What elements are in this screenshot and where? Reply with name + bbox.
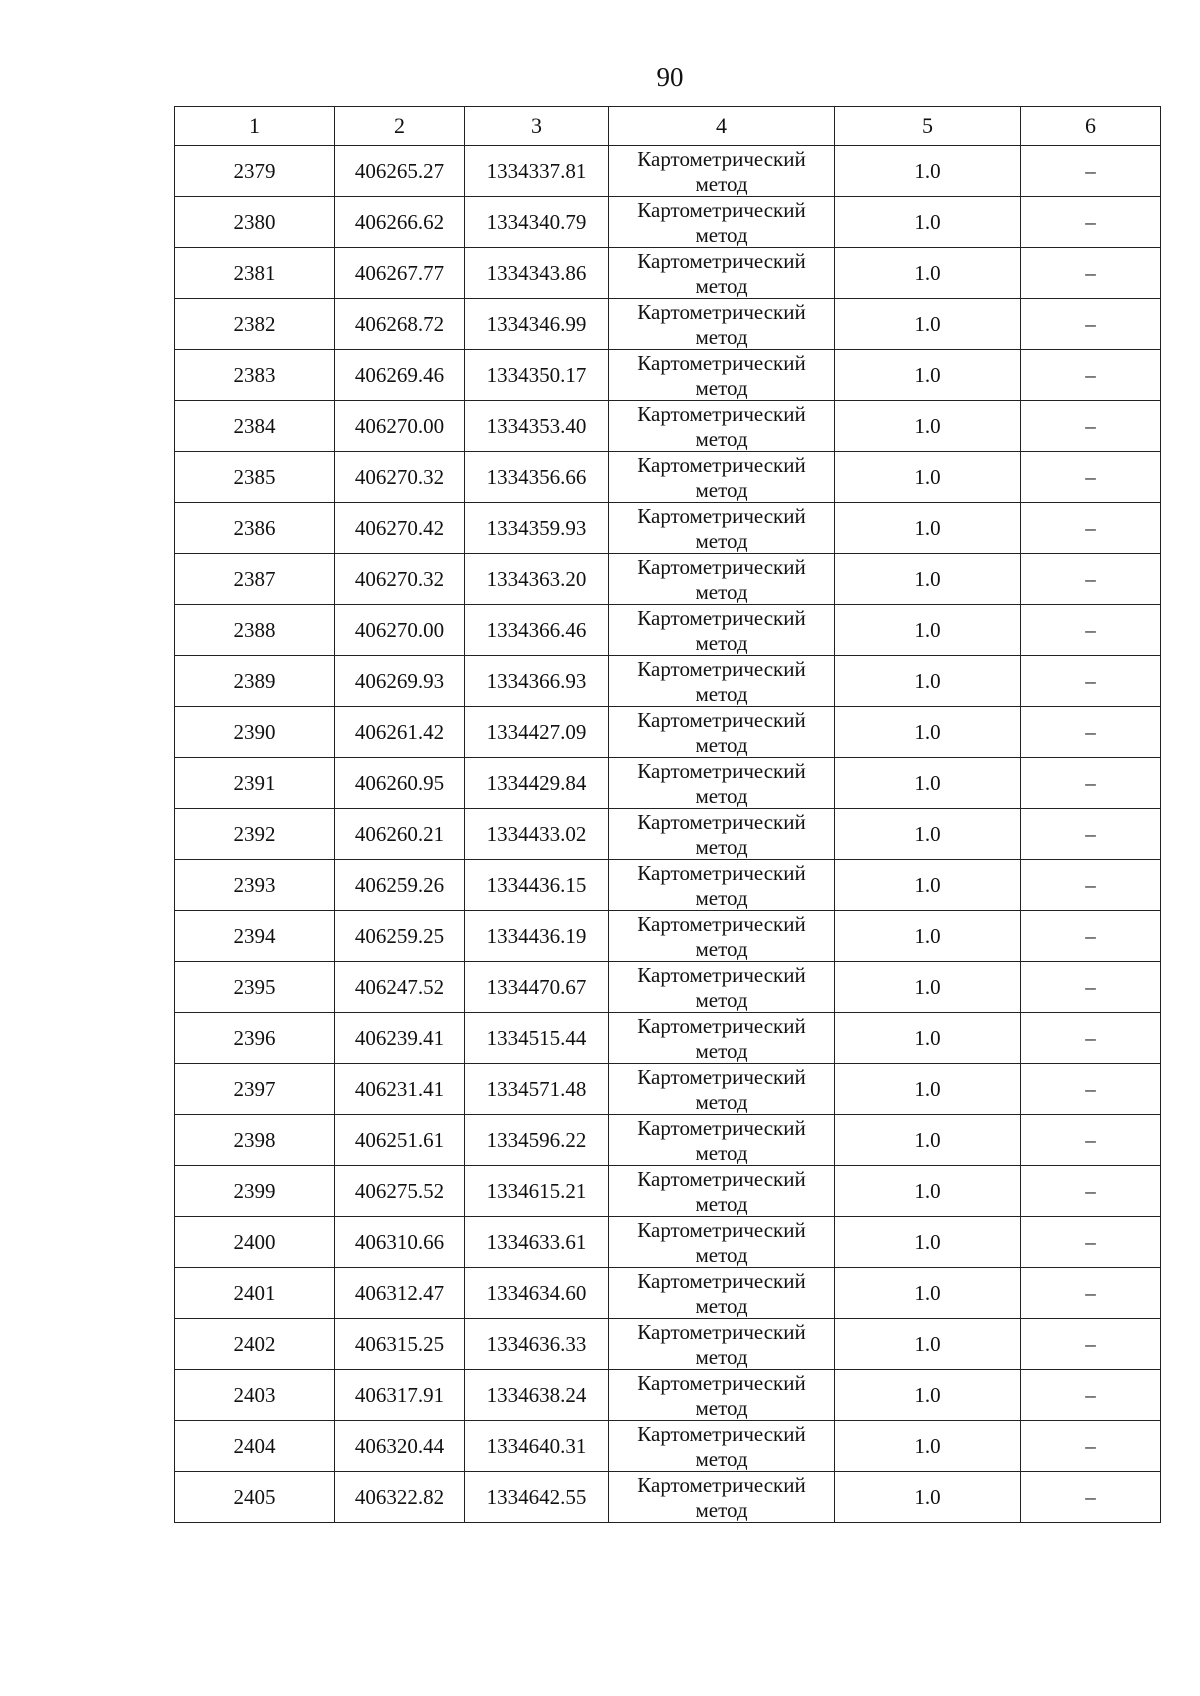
accuracy-cell: 1.0 bbox=[835, 401, 1021, 452]
table-row bbox=[175, 452, 1161, 503]
method-line-1: Картометрический bbox=[637, 351, 806, 375]
method-line-2: метод bbox=[695, 478, 748, 502]
method-line-1: Картометрический bbox=[637, 300, 806, 324]
method-line-2: метод bbox=[695, 325, 748, 349]
point-number-cell: 2398 bbox=[175, 1115, 335, 1166]
method-cell bbox=[609, 1268, 835, 1319]
accuracy-cell: 1.0 bbox=[835, 1472, 1021, 1523]
method-cell bbox=[609, 758, 835, 809]
point-number-cell: 2392 bbox=[175, 809, 335, 860]
accuracy-cell: 1.0 bbox=[835, 809, 1021, 860]
method-cell bbox=[609, 452, 835, 503]
table-row bbox=[175, 1166, 1161, 1217]
table-row bbox=[175, 707, 1161, 758]
accuracy-cell: 1.0 bbox=[835, 1370, 1021, 1421]
accuracy-cell: 1.0 bbox=[835, 1013, 1021, 1064]
y-coordinate-cell: 1334436.19 bbox=[465, 911, 609, 962]
point-number-cell: 2394 bbox=[175, 911, 335, 962]
x-coordinate-cell: 406269.46 bbox=[335, 350, 465, 401]
x-coordinate-cell: 406265.27 bbox=[335, 146, 465, 197]
point-number-cell: 2396 bbox=[175, 1013, 335, 1064]
x-coordinate-cell: 406259.25 bbox=[335, 911, 465, 962]
x-coordinate-cell: 406270.00 bbox=[335, 401, 465, 452]
point-number-cell: 2388 bbox=[175, 605, 335, 656]
method-line-1: Картометрический bbox=[637, 504, 806, 528]
method-line-2: метод bbox=[695, 1345, 748, 1369]
note-cell: – bbox=[1021, 299, 1161, 350]
method-line-2: метод bbox=[695, 1243, 748, 1267]
table-row bbox=[175, 860, 1161, 911]
note-cell: – bbox=[1021, 707, 1161, 758]
accuracy-cell: 1.0 bbox=[835, 1319, 1021, 1370]
y-coordinate-cell: 1334636.33 bbox=[465, 1319, 609, 1370]
point-number-cell: 2389 bbox=[175, 656, 335, 707]
method-line-2: метод bbox=[695, 784, 748, 808]
note-cell: – bbox=[1021, 962, 1161, 1013]
point-number-cell: 2391 bbox=[175, 758, 335, 809]
method-line-2: метод bbox=[695, 835, 748, 859]
y-coordinate-cell: 1334429.84 bbox=[465, 758, 609, 809]
method-cell bbox=[609, 962, 835, 1013]
x-coordinate-cell: 406260.21 bbox=[335, 809, 465, 860]
x-coordinate-cell: 406320.44 bbox=[335, 1421, 465, 1472]
method-cell bbox=[609, 1013, 835, 1064]
method-cell bbox=[609, 1319, 835, 1370]
point-number-cell: 2383 bbox=[175, 350, 335, 401]
table-row bbox=[175, 911, 1161, 962]
y-coordinate-cell: 1334363.20 bbox=[465, 554, 609, 605]
point-number-cell: 2403 bbox=[175, 1370, 335, 1421]
method-line-2: метод bbox=[695, 682, 748, 706]
method-line-1: Картометрический bbox=[637, 708, 806, 732]
method-line-2: метод bbox=[695, 529, 748, 553]
accuracy-cell: 1.0 bbox=[835, 248, 1021, 299]
table-row bbox=[175, 350, 1161, 401]
x-coordinate-cell: 406270.00 bbox=[335, 605, 465, 656]
accuracy-cell: 1.0 bbox=[835, 146, 1021, 197]
accuracy-cell: 1.0 bbox=[835, 503, 1021, 554]
method-cell bbox=[609, 401, 835, 452]
method-cell bbox=[609, 656, 835, 707]
method-cell bbox=[609, 554, 835, 605]
x-coordinate-cell: 406275.52 bbox=[335, 1166, 465, 1217]
x-coordinate-cell: 406247.52 bbox=[335, 962, 465, 1013]
note-cell: – bbox=[1021, 1064, 1161, 1115]
method-line-1: Картометрический bbox=[637, 1422, 806, 1446]
accuracy-cell: 1.0 bbox=[835, 1115, 1021, 1166]
method-line-1: Картометрический bbox=[637, 1116, 806, 1140]
x-coordinate-cell: 406231.41 bbox=[335, 1064, 465, 1115]
point-number-cell: 2404 bbox=[175, 1421, 335, 1472]
method-cell bbox=[609, 1064, 835, 1115]
method-line-2: метод bbox=[695, 427, 748, 451]
point-number-cell: 2397 bbox=[175, 1064, 335, 1115]
method-line-1: Картометрический bbox=[637, 657, 806, 681]
y-coordinate-cell: 1334596.22 bbox=[465, 1115, 609, 1166]
table-header-row bbox=[175, 107, 1161, 146]
point-number-cell: 2380 bbox=[175, 197, 335, 248]
note-cell: – bbox=[1021, 1166, 1161, 1217]
x-coordinate-cell: 406266.62 bbox=[335, 197, 465, 248]
note-cell: – bbox=[1021, 503, 1161, 554]
x-coordinate-cell: 406268.72 bbox=[335, 299, 465, 350]
table-row bbox=[175, 809, 1161, 860]
method-line-2: метод bbox=[695, 1294, 748, 1318]
method-line-1: Картометрический bbox=[637, 759, 806, 783]
accuracy-cell: 1.0 bbox=[835, 554, 1021, 605]
table-row bbox=[175, 401, 1161, 452]
method-line-1: Картометрический bbox=[637, 555, 806, 579]
point-number-cell: 2393 bbox=[175, 860, 335, 911]
x-coordinate-cell: 406239.41 bbox=[335, 1013, 465, 1064]
x-coordinate-cell: 406322.82 bbox=[335, 1472, 465, 1523]
method-line-2: метод bbox=[695, 1141, 748, 1165]
x-coordinate-cell: 406317.91 bbox=[335, 1370, 465, 1421]
note-cell: – bbox=[1021, 1217, 1161, 1268]
y-coordinate-cell: 1334515.44 bbox=[465, 1013, 609, 1064]
method-line-1: Картометрический bbox=[637, 861, 806, 885]
table-row bbox=[175, 248, 1161, 299]
point-number-cell: 2382 bbox=[175, 299, 335, 350]
point-number-cell: 2386 bbox=[175, 503, 335, 554]
method-cell bbox=[609, 1421, 835, 1472]
accuracy-cell: 1.0 bbox=[835, 1421, 1021, 1472]
method-line-2: метод bbox=[695, 1039, 748, 1063]
method-line-2: метод bbox=[695, 988, 748, 1012]
note-cell: – bbox=[1021, 350, 1161, 401]
method-line-2: метод bbox=[695, 223, 748, 247]
method-line-2: метод bbox=[695, 172, 748, 196]
accuracy-cell: 1.0 bbox=[835, 707, 1021, 758]
accuracy-cell: 1.0 bbox=[835, 1166, 1021, 1217]
method-line-1: Картометрический bbox=[637, 1473, 806, 1497]
method-cell bbox=[609, 248, 835, 299]
point-number-cell: 2401 bbox=[175, 1268, 335, 1319]
y-coordinate-cell: 1334343.86 bbox=[465, 248, 609, 299]
method-line-1: Картометрический bbox=[637, 453, 806, 477]
accuracy-cell: 1.0 bbox=[835, 758, 1021, 809]
method-cell bbox=[609, 350, 835, 401]
method-line-1: Картометрический bbox=[637, 606, 806, 630]
method-line-2: метод bbox=[695, 1447, 748, 1471]
accuracy-cell: 1.0 bbox=[835, 1064, 1021, 1115]
table-row bbox=[175, 1217, 1161, 1268]
method-cell bbox=[609, 1217, 835, 1268]
method-line-1: Картометрический bbox=[637, 1065, 806, 1089]
x-coordinate-cell: 406260.95 bbox=[335, 758, 465, 809]
accuracy-cell: 1.0 bbox=[835, 350, 1021, 401]
method-cell bbox=[609, 299, 835, 350]
method-line-1: Картометрический bbox=[637, 810, 806, 834]
point-number-cell: 2402 bbox=[175, 1319, 335, 1370]
point-number-cell: 2381 bbox=[175, 248, 335, 299]
x-coordinate-cell: 406259.26 bbox=[335, 860, 465, 911]
method-cell bbox=[609, 1370, 835, 1421]
note-cell: – bbox=[1021, 452, 1161, 503]
point-number-cell: 2405 bbox=[175, 1472, 335, 1523]
method-line-1: Картометрический bbox=[637, 198, 806, 222]
method-line-2: метод bbox=[695, 274, 748, 298]
y-coordinate-cell: 1334633.61 bbox=[465, 1217, 609, 1268]
y-coordinate-cell: 1334615.21 bbox=[465, 1166, 609, 1217]
accuracy-cell: 1.0 bbox=[835, 656, 1021, 707]
point-number-cell: 2400 bbox=[175, 1217, 335, 1268]
table-row bbox=[175, 1319, 1161, 1370]
accuracy-cell: 1.0 bbox=[835, 299, 1021, 350]
y-coordinate-cell: 1334427.09 bbox=[465, 707, 609, 758]
method-cell bbox=[609, 1472, 835, 1523]
note-cell: – bbox=[1021, 809, 1161, 860]
note-cell: – bbox=[1021, 1268, 1161, 1319]
accuracy-cell: 1.0 bbox=[835, 962, 1021, 1013]
point-number-cell: 2384 bbox=[175, 401, 335, 452]
y-coordinate-cell: 1334433.02 bbox=[465, 809, 609, 860]
table-row bbox=[175, 299, 1161, 350]
method-line-2: метод bbox=[695, 886, 748, 910]
table-row bbox=[175, 197, 1161, 248]
table-row bbox=[175, 656, 1161, 707]
y-coordinate-cell: 1334346.99 bbox=[465, 299, 609, 350]
note-cell: – bbox=[1021, 860, 1161, 911]
method-line-1: Картометрический bbox=[637, 1371, 806, 1395]
method-cell bbox=[609, 605, 835, 656]
y-coordinate-cell: 1334640.31 bbox=[465, 1421, 609, 1472]
column-header-1: 1 bbox=[175, 107, 335, 146]
method-line-1: Картометрический bbox=[637, 1218, 806, 1242]
method-line-2: метод bbox=[695, 1192, 748, 1216]
note-cell: – bbox=[1021, 656, 1161, 707]
method-line-2: метод bbox=[695, 1396, 748, 1420]
note-cell: – bbox=[1021, 758, 1161, 809]
method-cell bbox=[609, 1166, 835, 1217]
accuracy-cell: 1.0 bbox=[835, 1268, 1021, 1319]
method-line-2: метод bbox=[695, 937, 748, 961]
note-cell: – bbox=[1021, 554, 1161, 605]
method-cell bbox=[609, 809, 835, 860]
x-coordinate-cell: 406270.32 bbox=[335, 554, 465, 605]
point-number-cell: 2385 bbox=[175, 452, 335, 503]
method-line-1: Картометрический bbox=[637, 963, 806, 987]
method-line-2: метод bbox=[695, 631, 748, 655]
y-coordinate-cell: 1334436.15 bbox=[465, 860, 609, 911]
table-row bbox=[175, 758, 1161, 809]
y-coordinate-cell: 1334359.93 bbox=[465, 503, 609, 554]
accuracy-cell: 1.0 bbox=[835, 197, 1021, 248]
method-cell bbox=[609, 146, 835, 197]
column-header-3: 3 bbox=[465, 107, 609, 146]
page-number: 90 bbox=[656, 62, 684, 92]
y-coordinate-cell: 1334571.48 bbox=[465, 1064, 609, 1115]
method-line-1: Картометрический bbox=[637, 402, 806, 426]
table-row bbox=[175, 1064, 1161, 1115]
note-cell: – bbox=[1021, 911, 1161, 962]
point-number-cell: 2399 bbox=[175, 1166, 335, 1217]
y-coordinate-cell: 1334353.40 bbox=[465, 401, 609, 452]
y-coordinate-cell: 1334340.79 bbox=[465, 197, 609, 248]
method-cell bbox=[609, 860, 835, 911]
note-cell: – bbox=[1021, 248, 1161, 299]
note-cell: – bbox=[1021, 146, 1161, 197]
note-cell: – bbox=[1021, 1013, 1161, 1064]
x-coordinate-cell: 406312.47 bbox=[335, 1268, 465, 1319]
x-coordinate-cell: 406267.77 bbox=[335, 248, 465, 299]
y-coordinate-cell: 1334350.17 bbox=[465, 350, 609, 401]
table-row bbox=[175, 1370, 1161, 1421]
note-cell: – bbox=[1021, 1115, 1161, 1166]
method-line-1: Картометрический bbox=[637, 1269, 806, 1293]
x-coordinate-cell: 406261.42 bbox=[335, 707, 465, 758]
accuracy-cell: 1.0 bbox=[835, 911, 1021, 962]
table-row bbox=[175, 605, 1161, 656]
method-line-2: метод bbox=[695, 580, 748, 604]
column-header-2: 2 bbox=[335, 107, 465, 146]
method-cell bbox=[609, 197, 835, 248]
y-coordinate-cell: 1334638.24 bbox=[465, 1370, 609, 1421]
y-coordinate-cell: 1334366.46 bbox=[465, 605, 609, 656]
y-coordinate-cell: 1334337.81 bbox=[465, 146, 609, 197]
table-row bbox=[175, 503, 1161, 554]
point-number-cell: 2395 bbox=[175, 962, 335, 1013]
table-row bbox=[175, 1421, 1161, 1472]
method-cell bbox=[609, 707, 835, 758]
accuracy-cell: 1.0 bbox=[835, 452, 1021, 503]
y-coordinate-cell: 1334642.55 bbox=[465, 1472, 609, 1523]
note-cell: – bbox=[1021, 1370, 1161, 1421]
y-coordinate-cell: 1334634.60 bbox=[465, 1268, 609, 1319]
column-header-5: 5 bbox=[835, 107, 1021, 146]
accuracy-cell: 1.0 bbox=[835, 860, 1021, 911]
x-coordinate-cell: 406251.61 bbox=[335, 1115, 465, 1166]
note-cell: – bbox=[1021, 605, 1161, 656]
y-coordinate-cell: 1334356.66 bbox=[465, 452, 609, 503]
table-row bbox=[175, 554, 1161, 605]
method-line-2: метод bbox=[695, 1498, 748, 1522]
method-line-1: Картометрический bbox=[637, 1320, 806, 1344]
y-coordinate-cell: 1334366.93 bbox=[465, 656, 609, 707]
x-coordinate-cell: 406269.93 bbox=[335, 656, 465, 707]
note-cell: – bbox=[1021, 401, 1161, 452]
column-header-6: 6 bbox=[1021, 107, 1161, 146]
x-coordinate-cell: 406310.66 bbox=[335, 1217, 465, 1268]
point-number-cell: 2387 bbox=[175, 554, 335, 605]
note-cell: – bbox=[1021, 1472, 1161, 1523]
table-row bbox=[175, 962, 1161, 1013]
x-coordinate-cell: 406270.32 bbox=[335, 452, 465, 503]
method-cell bbox=[609, 1115, 835, 1166]
y-coordinate-cell: 1334470.67 bbox=[465, 962, 609, 1013]
note-cell: – bbox=[1021, 1319, 1161, 1370]
coordinates-table bbox=[174, 106, 1161, 1523]
method-line-1: Картометрический bbox=[637, 912, 806, 936]
table-row bbox=[175, 1013, 1161, 1064]
method-line-2: метод bbox=[695, 376, 748, 400]
method-cell bbox=[609, 503, 835, 554]
note-cell: – bbox=[1021, 197, 1161, 248]
method-line-2: метод bbox=[695, 733, 748, 757]
table-row bbox=[175, 1472, 1161, 1523]
method-cell bbox=[609, 911, 835, 962]
column-header-4: 4 bbox=[609, 107, 835, 146]
accuracy-cell: 1.0 bbox=[835, 605, 1021, 656]
method-line-2: метод bbox=[695, 1090, 748, 1114]
method-line-1: Картометрический bbox=[637, 1014, 806, 1038]
method-line-1: Картометрический bbox=[637, 249, 806, 273]
x-coordinate-cell: 406315.25 bbox=[335, 1319, 465, 1370]
point-number-cell: 2379 bbox=[175, 146, 335, 197]
point-number-cell: 2390 bbox=[175, 707, 335, 758]
method-line-1: Картометрический bbox=[637, 147, 806, 171]
table-row bbox=[175, 1115, 1161, 1166]
note-cell: – bbox=[1021, 1421, 1161, 1472]
table-row bbox=[175, 1268, 1161, 1319]
accuracy-cell: 1.0 bbox=[835, 1217, 1021, 1268]
table-row bbox=[175, 146, 1161, 197]
method-line-1: Картометрический bbox=[637, 1167, 806, 1191]
x-coordinate-cell: 406270.42 bbox=[335, 503, 465, 554]
